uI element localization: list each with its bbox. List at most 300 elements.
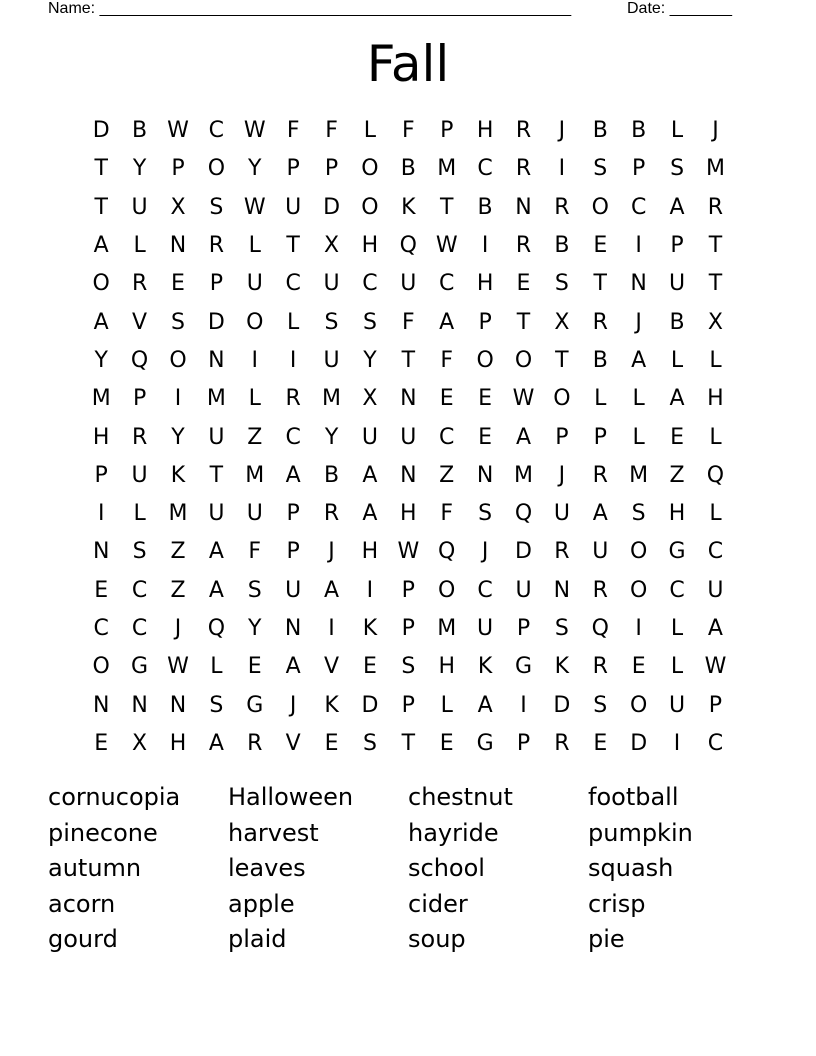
grid-letter: U bbox=[553, 501, 570, 527]
grid-letter: B bbox=[669, 309, 685, 335]
grid-letter: E bbox=[94, 577, 109, 603]
grid-letter: E bbox=[94, 730, 109, 756]
grid-letter: K bbox=[401, 194, 416, 220]
grid-letter: L bbox=[287, 309, 300, 335]
grid-letter: I bbox=[174, 386, 182, 412]
grid-row bbox=[82, 380, 735, 418]
grid-letter: T bbox=[708, 271, 723, 297]
grid-letter: Q bbox=[399, 233, 417, 259]
grid-letter: T bbox=[708, 233, 723, 259]
grid-letter: I bbox=[251, 347, 258, 373]
grid-letter: T bbox=[94, 194, 108, 220]
word-bank-item: cider bbox=[408, 889, 468, 918]
grid-letter: G bbox=[514, 654, 533, 680]
word-search-grid bbox=[82, 112, 735, 763]
grid-letter: L bbox=[594, 386, 607, 412]
grid-letter: N bbox=[169, 233, 187, 259]
grid-letter: Z bbox=[170, 577, 186, 603]
grid-letter: T bbox=[439, 194, 454, 220]
grid-letter: E bbox=[439, 730, 454, 756]
grid-letter: G bbox=[246, 692, 264, 718]
grid-letter: W bbox=[167, 654, 189, 680]
grid-letter: L bbox=[632, 424, 645, 450]
grid-letter: C bbox=[208, 118, 225, 144]
grid-row bbox=[82, 686, 735, 724]
grid-letter: E bbox=[324, 730, 339, 756]
grid-letter: I bbox=[635, 616, 642, 641]
grid-letter: A bbox=[208, 539, 224, 565]
grid-letter: T bbox=[209, 462, 224, 488]
grid-letter: A bbox=[515, 424, 532, 450]
grid-letter: E bbox=[670, 424, 684, 450]
grid-letter: B bbox=[132, 118, 148, 144]
grid-letter: B bbox=[554, 233, 570, 259]
grid-letter: E bbox=[631, 654, 646, 680]
grid-letter: R bbox=[592, 577, 608, 603]
grid-letter: P bbox=[478, 309, 492, 335]
grid-letter: T bbox=[286, 233, 300, 259]
grid-letter: C bbox=[669, 577, 685, 603]
grid-letter: N bbox=[515, 194, 532, 220]
grid-letter: E bbox=[478, 424, 493, 450]
grid-letter: A bbox=[208, 577, 224, 603]
grid-letter: R bbox=[515, 156, 532, 182]
word-bank-item: chestnut bbox=[408, 783, 513, 811]
grid-letter: J bbox=[558, 118, 566, 144]
grid-letter: R bbox=[515, 233, 532, 259]
grid-letter: P bbox=[286, 156, 300, 182]
grid-letter: P bbox=[132, 386, 147, 412]
grid-letter: C bbox=[477, 577, 493, 603]
word-bank-item: pumpkin bbox=[588, 818, 693, 847]
grid-letter: W bbox=[435, 233, 458, 259]
word-bank-item: gourd bbox=[48, 925, 118, 954]
grid-letter: Y bbox=[132, 156, 147, 182]
grid-letter: L bbox=[670, 347, 684, 373]
grid-letter: A bbox=[631, 347, 647, 373]
grid-letter: L bbox=[632, 386, 645, 412]
grid-row bbox=[82, 648, 735, 686]
grid-letter: F bbox=[248, 539, 262, 565]
grid-letter: M bbox=[168, 501, 188, 527]
grid-letter: F bbox=[286, 118, 300, 144]
grid-letter: M bbox=[437, 156, 457, 182]
grid-letter: E bbox=[593, 730, 608, 756]
grid-letter: B bbox=[631, 118, 647, 144]
grid-letter: O bbox=[246, 309, 264, 335]
grid-letter: J bbox=[635, 309, 642, 335]
grid-letter: O bbox=[207, 156, 226, 182]
grid-letter: D bbox=[361, 692, 379, 718]
grid-letter: I bbox=[366, 577, 374, 603]
grid-letter: F bbox=[325, 118, 338, 144]
grid-letter: Z bbox=[439, 462, 455, 488]
grid-row bbox=[82, 265, 735, 303]
grid-letter: P bbox=[401, 616, 415, 641]
grid-letter: U bbox=[246, 501, 263, 527]
grid-letter: P bbox=[286, 501, 300, 527]
grid-letter: X bbox=[170, 194, 186, 220]
grid-letter: T bbox=[516, 309, 531, 335]
grid-letter: Y bbox=[324, 424, 339, 450]
grid-letter: R bbox=[285, 386, 301, 412]
grid-letter: O bbox=[92, 271, 110, 297]
grid-letter: P bbox=[516, 616, 531, 641]
grid-letter: E bbox=[247, 654, 262, 680]
grid-letter: C bbox=[131, 616, 148, 641]
grid-letter: P bbox=[401, 692, 415, 718]
grid-letter: D bbox=[92, 118, 110, 144]
grid-letter: P bbox=[670, 233, 684, 259]
grid-letter: O bbox=[438, 577, 456, 603]
grid-row bbox=[82, 457, 735, 495]
grid-letter: I bbox=[481, 233, 489, 259]
grid-letter: Q bbox=[514, 501, 533, 527]
grid-letter: S bbox=[593, 156, 608, 182]
grid-letter: S bbox=[593, 692, 608, 718]
grid-letter: X bbox=[362, 386, 378, 412]
grid-letter: E bbox=[439, 386, 454, 412]
word-bank-item: Halloween bbox=[228, 783, 354, 811]
grid-letter: P bbox=[708, 692, 723, 718]
grid-letter: R bbox=[554, 539, 570, 565]
grid-letter: U bbox=[246, 271, 263, 297]
grid-letter: K bbox=[170, 462, 186, 488]
grid-letter: K bbox=[362, 616, 378, 641]
grid-letter: O bbox=[630, 539, 648, 565]
grid-letter: P bbox=[593, 424, 607, 450]
grid-letter: C bbox=[285, 271, 301, 297]
grid-letter: E bbox=[478, 386, 493, 412]
grid-letter: K bbox=[324, 692, 339, 718]
grid-letter: S bbox=[170, 309, 185, 335]
grid-letter: W bbox=[167, 118, 189, 144]
word-bank-item: plaid bbox=[228, 925, 287, 954]
grid-letter: U bbox=[285, 577, 302, 603]
grid-letter: M bbox=[206, 386, 226, 412]
grid-letter: L bbox=[133, 233, 146, 259]
grid-letter: J bbox=[289, 692, 297, 718]
grid-letter: R bbox=[554, 194, 570, 220]
grid-letter: X bbox=[132, 730, 148, 756]
grid-letter: L bbox=[248, 233, 261, 259]
grid-letter: C bbox=[439, 424, 455, 450]
grid-letter: P bbox=[94, 462, 108, 488]
grid-letter: A bbox=[362, 462, 378, 488]
grid-letter: E bbox=[171, 271, 185, 297]
grid-letter: S bbox=[324, 309, 339, 335]
grid-letter: D bbox=[207, 309, 225, 335]
grid-letter: L bbox=[709, 347, 722, 373]
grid-letter: A bbox=[707, 616, 723, 641]
grid-letter: A bbox=[669, 194, 685, 220]
grid-letter: G bbox=[476, 730, 494, 756]
grid-letter: Q bbox=[207, 616, 226, 641]
grid-letter: F bbox=[401, 118, 415, 144]
grid-letter: P bbox=[171, 156, 185, 182]
grid-letter: L bbox=[670, 118, 684, 144]
grid-letter: U bbox=[707, 577, 724, 603]
grid-letter: Y bbox=[171, 424, 185, 450]
grid-letter: W bbox=[512, 386, 535, 412]
grid-letter: T bbox=[94, 156, 108, 182]
grid-letter: R bbox=[554, 730, 570, 756]
grid-letter: Y bbox=[94, 347, 108, 373]
grid-letter: N bbox=[208, 347, 225, 373]
grid-letter: K bbox=[477, 654, 493, 680]
grid-letter: U bbox=[208, 424, 225, 450]
grid-letter: M bbox=[705, 156, 725, 182]
grid-letter: H bbox=[707, 386, 724, 412]
grid-letter: C bbox=[707, 539, 724, 565]
grid-letter: O bbox=[361, 194, 379, 220]
grid-letter: M bbox=[245, 462, 265, 488]
grid-letter: F bbox=[440, 347, 454, 373]
grid-letter: N bbox=[400, 386, 417, 412]
grid-letter: S bbox=[247, 577, 262, 603]
grid-letter: E bbox=[593, 233, 608, 259]
grid-row bbox=[82, 725, 735, 763]
grid-letter: I bbox=[673, 730, 681, 756]
date-field-label: Date: _______ bbox=[627, 0, 732, 17]
grid-letter: O bbox=[476, 347, 494, 373]
grid-letter: X bbox=[707, 309, 723, 335]
grid-letter: C bbox=[93, 616, 109, 641]
word-bank-item: squash bbox=[588, 854, 674, 883]
grid-letter: I bbox=[520, 692, 527, 718]
word-bank-item: acorn bbox=[48, 889, 116, 918]
word-bank-item: autumn bbox=[48, 854, 142, 883]
grid-letter: X bbox=[554, 309, 570, 335]
grid-letter: U bbox=[285, 194, 302, 220]
grid-letter: U bbox=[208, 501, 225, 527]
grid-letter: W bbox=[704, 654, 727, 680]
grid-letter: A bbox=[208, 730, 224, 756]
grid-letter: L bbox=[210, 654, 223, 680]
grid-letter: B bbox=[323, 462, 340, 488]
grid-letter: Z bbox=[669, 462, 685, 488]
grid-letter: P bbox=[632, 156, 646, 182]
grid-letter: I bbox=[289, 347, 297, 373]
word-bank-item: soup bbox=[408, 925, 466, 954]
grid-letter: N bbox=[553, 577, 571, 603]
grid-letter: R bbox=[515, 118, 532, 144]
grid-letter: A bbox=[477, 692, 493, 718]
grid-letter: M bbox=[322, 386, 342, 412]
grid-letter: R bbox=[208, 233, 225, 259]
grid-letter: S bbox=[554, 616, 569, 641]
grid-letter: R bbox=[592, 654, 608, 680]
grid-letter: B bbox=[400, 156, 416, 182]
grid-letter: O bbox=[169, 347, 187, 373]
grid-letter: U bbox=[400, 271, 417, 297]
grid-letter: H bbox=[361, 233, 379, 259]
grid-letter: W bbox=[397, 539, 420, 565]
grid-letter: O bbox=[591, 194, 609, 220]
grid-letter: O bbox=[553, 386, 571, 412]
grid-letter: P bbox=[516, 730, 531, 756]
grid-letter: R bbox=[131, 424, 148, 450]
grid-letter: N bbox=[131, 692, 148, 718]
grid-row bbox=[82, 495, 735, 533]
grid-letter: A bbox=[93, 309, 109, 335]
grid-letter: L bbox=[440, 692, 453, 718]
grid-letter: N bbox=[92, 692, 110, 718]
grid-letter: M bbox=[437, 616, 457, 641]
grid-letter: E bbox=[362, 654, 377, 680]
grid-letter: P bbox=[324, 156, 339, 182]
grid-letter: L bbox=[709, 424, 722, 450]
grid-letter: S bbox=[401, 654, 416, 680]
grid-letter: Z bbox=[247, 424, 263, 450]
grid-letter: D bbox=[515, 539, 532, 565]
grid-letter: K bbox=[554, 654, 570, 680]
grid-letter: P bbox=[401, 577, 415, 603]
grid-letter: B bbox=[592, 118, 608, 144]
grid-letter: U bbox=[323, 271, 340, 297]
grid-letter: A bbox=[285, 462, 301, 488]
grid-letter: C bbox=[285, 424, 301, 450]
grid-letter: C bbox=[707, 730, 724, 756]
grid-letter: O bbox=[92, 654, 110, 680]
grid-letter: S bbox=[554, 271, 569, 297]
grid-letter: B bbox=[592, 347, 608, 373]
grid-letter: P bbox=[209, 271, 223, 297]
grid-letter: C bbox=[630, 194, 647, 220]
grid-letter: Y bbox=[248, 156, 262, 182]
grid-letter: L bbox=[363, 118, 377, 144]
grid-letter: U bbox=[131, 194, 148, 220]
grid-letter: E bbox=[516, 271, 531, 297]
grid-letter: I bbox=[328, 616, 335, 641]
grid-letter: V bbox=[324, 654, 340, 680]
grid-row bbox=[82, 533, 735, 571]
grid-letter: A bbox=[592, 501, 608, 527]
word-bank-item: pie bbox=[588, 925, 625, 954]
grid-letter: P bbox=[555, 424, 569, 450]
grid-letter: J bbox=[328, 539, 335, 565]
grid-letter: L bbox=[133, 501, 146, 527]
grid-letter: U bbox=[515, 577, 532, 603]
grid-letter: D bbox=[630, 730, 648, 756]
grid-letter: S bbox=[132, 539, 147, 565]
grid-letter: L bbox=[670, 654, 684, 680]
grid-letter: G bbox=[668, 539, 686, 565]
grid-letter: R bbox=[131, 271, 148, 297]
word-bank-item: apple bbox=[228, 889, 295, 918]
word-bank-item: hayride bbox=[408, 818, 499, 847]
grid-letter: A bbox=[324, 577, 340, 603]
grid-letter: U bbox=[400, 424, 417, 450]
grid-letter: A bbox=[439, 309, 455, 335]
grid-letter: U bbox=[131, 462, 148, 488]
grid-letter: R bbox=[247, 730, 263, 756]
grid-letter: H bbox=[438, 654, 455, 680]
grid-letter: U bbox=[592, 539, 609, 565]
grid-letter: S bbox=[209, 692, 224, 718]
grid-letter: H bbox=[361, 539, 379, 565]
grid-row bbox=[82, 150, 735, 188]
grid-letter: O bbox=[630, 577, 648, 603]
grid-letter: M bbox=[514, 462, 533, 488]
grid-letter: R bbox=[592, 309, 608, 335]
grid-letter: O bbox=[630, 692, 648, 718]
grid-letter: L bbox=[248, 386, 261, 412]
word-bank-item: leaves bbox=[228, 854, 306, 883]
grid-letter: T bbox=[555, 347, 569, 373]
grid-letter: S bbox=[631, 501, 646, 527]
grid-letter: M bbox=[91, 386, 111, 412]
grid-letter: Y bbox=[363, 347, 377, 373]
grid-letter: S bbox=[478, 501, 493, 527]
grid-letter: C bbox=[362, 271, 378, 297]
grid-letter: D bbox=[553, 692, 571, 718]
grid-letter: H bbox=[668, 501, 686, 527]
grid-letter: F bbox=[401, 309, 415, 335]
grid-letter: A bbox=[93, 233, 109, 259]
grid-letter: S bbox=[362, 730, 377, 756]
grid-letter: A bbox=[285, 654, 301, 680]
grid-letter: W bbox=[243, 194, 266, 220]
grid-letter: W bbox=[243, 118, 266, 144]
word-bank-item: cornucopia bbox=[48, 783, 181, 811]
grid-row bbox=[82, 303, 735, 341]
grid-letter: H bbox=[169, 730, 187, 756]
grid-letter: R bbox=[707, 194, 724, 220]
grid-letter: S bbox=[670, 156, 685, 182]
word-bank-item: school bbox=[408, 854, 485, 883]
grid-letter: Q bbox=[706, 462, 725, 488]
grid-letter: U bbox=[669, 692, 686, 718]
grid-row bbox=[82, 572, 735, 610]
grid-letter: N bbox=[476, 462, 494, 488]
word-bank-item: pinecone bbox=[48, 818, 158, 847]
grid-letter: Y bbox=[248, 616, 262, 641]
grid-letter: U bbox=[477, 616, 494, 641]
grid-letter: L bbox=[670, 616, 684, 641]
grid-letter: Q bbox=[591, 616, 609, 641]
grid-letter: C bbox=[477, 156, 493, 182]
grid-letter: H bbox=[400, 501, 417, 527]
grid-letter: N bbox=[630, 271, 647, 297]
grid-letter: M bbox=[629, 462, 649, 488]
grid-letter: Q bbox=[438, 539, 456, 565]
grid-letter: S bbox=[209, 194, 224, 220]
grid-letter: X bbox=[324, 233, 340, 259]
grid-letter: A bbox=[362, 501, 378, 527]
grid-letter: J bbox=[558, 462, 566, 488]
grid-letter: G bbox=[131, 654, 149, 680]
grid-letter: T bbox=[593, 271, 607, 297]
grid-letter: I bbox=[97, 501, 105, 527]
word-bank-item: crisp bbox=[588, 889, 646, 918]
word-bank bbox=[48, 780, 768, 958]
grid-letter: Q bbox=[130, 347, 149, 373]
grid-row bbox=[82, 342, 735, 380]
grid-letter: V bbox=[132, 309, 148, 335]
grid-letter: U bbox=[669, 271, 686, 297]
grid-letter: J bbox=[481, 539, 489, 565]
grid-letter: H bbox=[476, 118, 494, 144]
grid-letter: Z bbox=[170, 539, 186, 565]
grid-letter: J bbox=[174, 616, 182, 641]
grid-letter: O bbox=[514, 347, 533, 373]
grid-letter: O bbox=[361, 156, 379, 182]
grid-letter: B bbox=[477, 194, 493, 220]
grid-letter: I bbox=[558, 156, 566, 182]
grid-letter: R bbox=[323, 501, 340, 527]
grid-row bbox=[82, 418, 735, 456]
